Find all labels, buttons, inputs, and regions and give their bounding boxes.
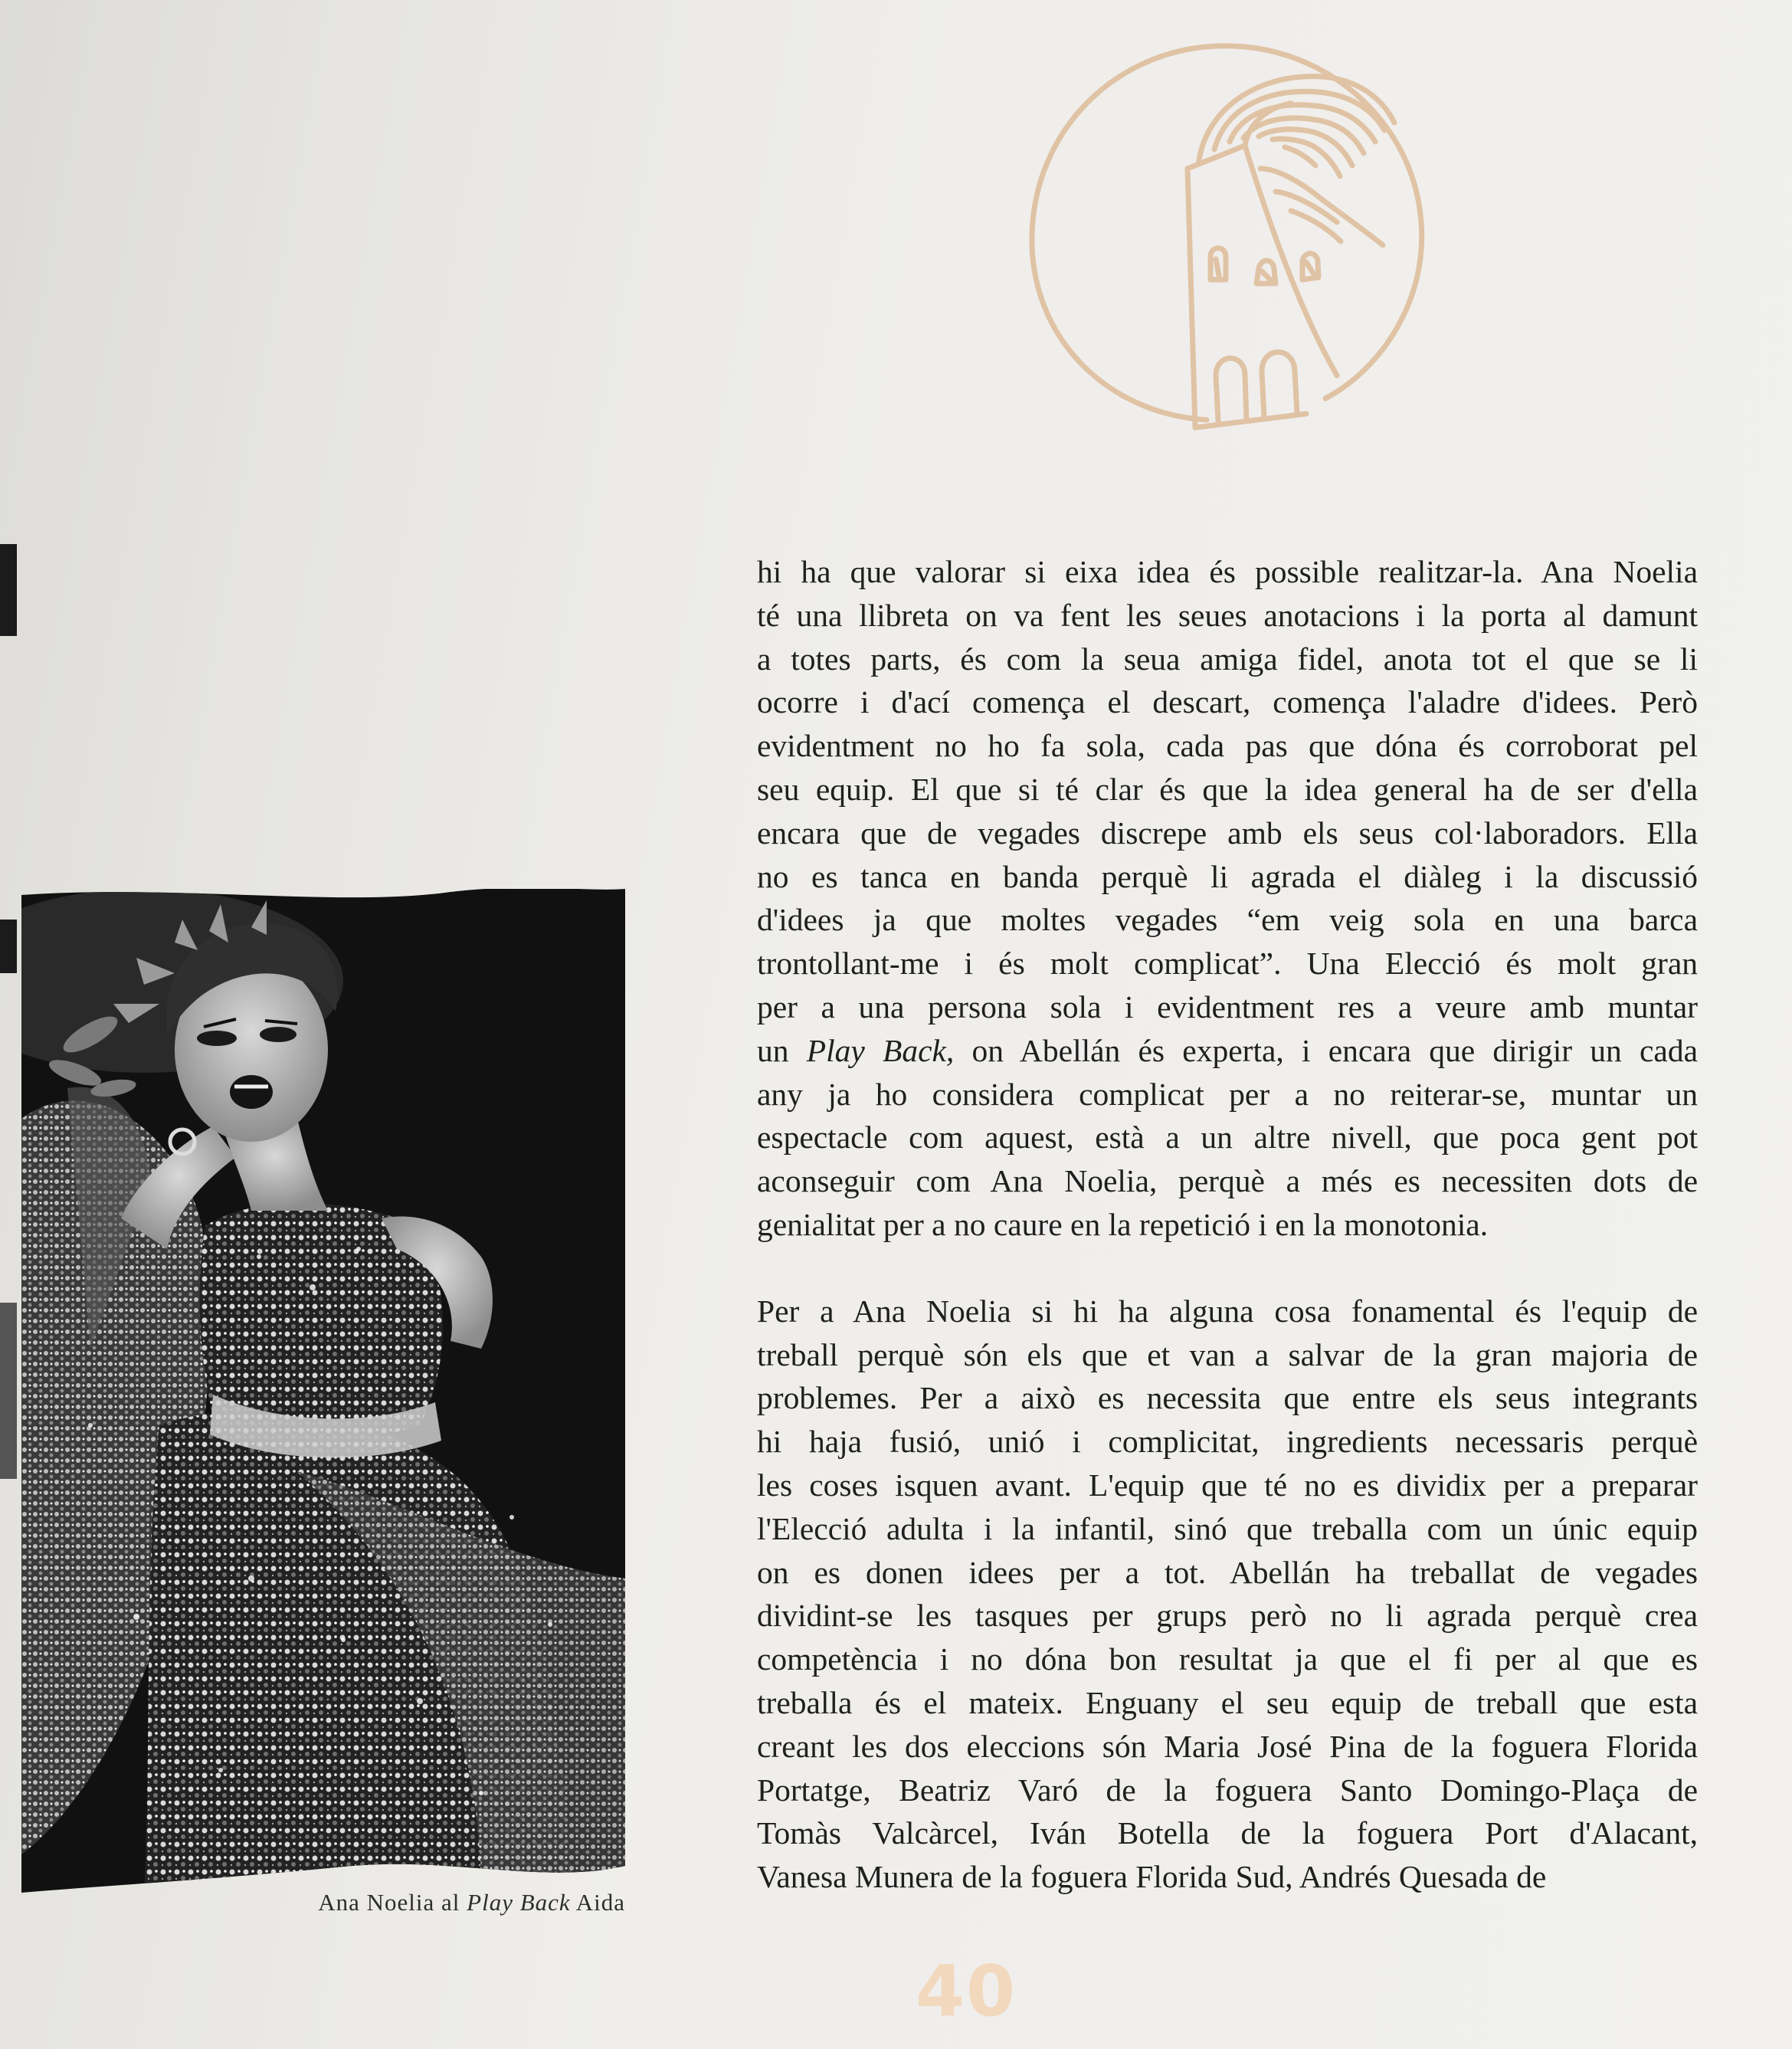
text-run: encara que de vegades discrepe amb els seus col·laboradors. Ella	[757, 815, 1698, 851]
text-line	[757, 724, 1698, 768]
text-line	[757, 1376, 1698, 1420]
text-line	[757, 811, 1698, 855]
text-run: té una llibreta on va fent les seues anotacions i la porta al damunt	[757, 597, 1698, 633]
text-run: Vanesa Munera de la foguera Florida Sud, Andrés Quesada de	[757, 1859, 1547, 1895]
text-line	[757, 942, 1698, 985]
circled-building-sketch-icon	[1015, 15, 1437, 444]
text-line	[757, 985, 1698, 1029]
paragraph	[757, 550, 1698, 1247]
text-line	[757, 1464, 1698, 1507]
text-run: hi haja fusió, unió i complicitat, ingredients necessaris perquè	[757, 1424, 1698, 1460]
text-line	[757, 1420, 1698, 1464]
text-line	[757, 1029, 1698, 1073]
text-line	[757, 1507, 1698, 1551]
binding-edge-mark	[0, 544, 17, 636]
text-run: per a una persona sola i evidentment res a veure amb muntar	[757, 988, 1698, 1024]
text-line	[757, 550, 1698, 594]
text-run: creant les dos eleccions són Maria José Pina de la foguera Florida	[757, 1728, 1698, 1764]
text-run: l'Elecció adulta i la infantil, sinó que treballa com un únic equip	[757, 1510, 1698, 1546]
text-run: trontollant-me i és molt complicat”. Una Elecció és molt gran	[757, 946, 1698, 982]
paragraph-gap	[757, 1247, 1698, 1290]
caption-italic: Play Back	[467, 1889, 571, 1916]
binding-edge-mark	[0, 920, 17, 973]
text-run: a totes parts, és com la seua amiga fidel, anota tot el que se li	[757, 641, 1698, 677]
text-line	[757, 1594, 1698, 1638]
caption-suffix: Aida	[570, 1889, 625, 1916]
text-run: hi ha que valorar si eixa idea és possible realitzar-la. Ana Noelia	[757, 554, 1698, 589]
text-line	[757, 1638, 1698, 1681]
text-run: no es tanca en banda perquè li agrada el diàleg i la discussió	[757, 858, 1698, 894]
text-run: problemes. Per a això es necessita que entre els seus integrants	[757, 1380, 1698, 1416]
text-line	[757, 1811, 1698, 1855]
text-run: dividint-se les tasques per grups però no li agrada perquè crea	[757, 1598, 1698, 1634]
text-run: Portatge, Beatriz Varó de la foguera Santo Domingo-Plaça de	[757, 1772, 1698, 1808]
text-line	[757, 1290, 1698, 1333]
text-line	[757, 638, 1698, 681]
text-line	[757, 768, 1698, 811]
text-line	[757, 1203, 1698, 1247]
text-line	[757, 1159, 1698, 1203]
caption-prefix: Ana Noelia al	[318, 1889, 467, 1916]
performer-in-sequined-costume-photo	[21, 889, 625, 1894]
italic-text: Play Back,	[806, 1032, 955, 1068]
page-number: 40	[916, 1950, 1017, 2032]
performer-photo	[21, 889, 625, 1894]
text-run: Per a Ana Noelia si hi ha alguna cosa fonamental és l'equip de	[757, 1293, 1698, 1329]
text-line	[757, 680, 1698, 724]
text-run: espectacle com aquest, està a un altre nivell, que poca gent pot	[757, 1120, 1698, 1156]
text-line	[757, 1073, 1698, 1116]
text-line	[757, 594, 1698, 638]
text-run: treball perquè són els que et van a salvar de la gran majoria de	[757, 1336, 1698, 1372]
photo-caption	[283, 1889, 625, 1916]
text-line	[757, 898, 1698, 942]
paragraph	[757, 1290, 1698, 1899]
text-line	[757, 1855, 1698, 1899]
text-run: on Abellán és experta, i encara que dirigir un cada	[954, 1032, 1698, 1068]
text-run: any ja ho considera complicat per a no reiterar-se, muntar un	[757, 1076, 1698, 1112]
text-run: les coses isquen avant. L'equip que té no es dividix per a preparar	[757, 1467, 1698, 1503]
text-run: seu equip. El que si té clar és que la idea general ha de ser d'ella	[757, 771, 1698, 807]
text-run: aconseguir com Ana Noelia, perquè a més es necessiten dots de	[757, 1163, 1698, 1199]
text-run: on es donen idees per a tot. Abellán ha treballat de vegades	[757, 1554, 1698, 1590]
text-line	[757, 1769, 1698, 1812]
text-line	[757, 1681, 1698, 1725]
text-run: d'idees ja que moltes vegades “em veig sola en una barca	[757, 902, 1698, 938]
text-line	[757, 1725, 1698, 1769]
binding-edge-mark	[0, 1303, 17, 1479]
text-line	[757, 1333, 1698, 1377]
text-run: genialitat per a no caure en la repetició i en la monotonia.	[757, 1206, 1489, 1242]
text-run: ocorre i d'ací comença el descart, comença l'aladre d'idees. Però	[757, 684, 1698, 720]
text-line	[757, 1551, 1698, 1595]
article-body	[757, 550, 1698, 1899]
text-run: evidentment no ho fa sola, cada pas que dóna és corroborat pel	[757, 728, 1698, 764]
text-run: un	[757, 1032, 807, 1068]
text-run: competència i no dóna bon resultat ja que el fi per al que es	[757, 1641, 1698, 1677]
text-run: treballa és el mateix. Enguany el seu equip de treball que esta	[757, 1684, 1698, 1720]
text-line	[757, 855, 1698, 899]
text-line	[757, 1116, 1698, 1159]
text-run: Tomàs Valcàrcel, Iván Botella de la foguera Port d'Alacant,	[757, 1815, 1698, 1851]
